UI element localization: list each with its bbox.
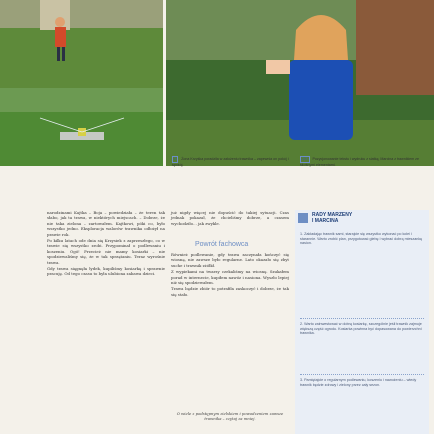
paragraph: Gdy trawa sięgnęła łydek, kupiliśmy kosiarkę i sprawnie pracuję. Od tego czasu to była ulubiona zabawa dzieci. [47,266,165,277]
section-subheading: Powrót fachowca [195,241,249,248]
photo-sprinkler [0,88,163,166]
paragraph: Po kilku latach ode dnia się Krzysiek z zaprzeszłego, co w trawie się wszystko zrobi. Przypominał o podlewaniu i koszeniu. Ogó! Przecież nie mamy kosiarki – nie spodziewaliśmy się, że w tak sprzątaniu. Teraz wyrośnie trawa. [47,238,165,265]
sidebar-title-line-1: RADY MARZENY [312,212,353,218]
tip-divider [300,318,424,319]
caption-number: 2|3 [302,156,308,161]
sidebar-title [312,213,352,224]
paragraph: już nigdy więcej nie dopuścić do takiej sytuacji. Czas jednak pokazał, że chcieliśmy dobrze, a czasem wychodziło… jak zwykle. [171,210,289,226]
caption-text: Żona Krzyśka poradziła w założeniu trawnika – zapewnia on pokój i spokój. [172,157,289,167]
caption-photo-2-3 [300,156,428,167]
tip-2: 2. Warto zainwestować w dobrą kosiarkę, szczególnie jeśli trawnik zajmuje większą część ogrodu. Kosiarka powinna być dopasowana do powierzchni trawnika. [300,322,422,336]
pull-quote: O wiele z podstępnym zielskiem i powodzeniem zawsze trawnika – czytaj za mniej. [176,411,284,421]
paragraph: Z wypiekami na twarzy czekaliśmy na wiosnę. Szukałem porad w internecie, kupiłem nawóz i nasiona. Wyszło lepiej niż się spodziewałem. [171,269,289,286]
sidebar-accent-bar [298,213,308,223]
tip-3: 3. Pamiętajcie o regularnym podlewaniu, koszeniu i nawożeniu – wtedy trawnik będzie zdrowy i zielony przez cały sezon. [300,378,417,387]
caption-text: Pozycjonowanie tekstu i wydruku z siatką; Marcina z trawnikiem ze skośnymi elementami. [300,157,419,167]
article-column-2-continued [171,252,289,298]
paragraph: Również podlewanie, gdy trawa zaczynała kończyć się wiosną, nie zawsze było regularne. Lato okazało się zbyt suche i trawnik zżółkł. [171,252,289,268]
tip-divider [300,374,424,375]
sidebar-title-line-2: I MARCINA [312,217,339,224]
paragraph: Trawa będzie zbiór to potrafiła zaskoczyć i dobrze, że tak się stało. [171,286,289,297]
photo-child-lawn [0,0,163,88]
caption-photo-1 [172,156,290,167]
caption-number: 1 [174,156,177,161]
paragraph: narodzinami Kajtka – Boja – powiedziała – że teren tak słabo, jak ta trawa, w niektórych miejscach. – Dobrze, że nie taka zielona – zartowałem. Kajtkowi, póki co, było wszystko jedno. Eksploracja walorów trawnika odłożył na prawie rok. [47,210,165,237]
article-column-1 [47,210,165,278]
photo-woman-in-garden [166,0,434,166]
tip-1: 1. Zakładając trawnik sami, starajcie się wszystko wykonać po kolei i starannie. Warto zrobić plan, przygotować glebę i wybrać dobrą mieszankę nasion. [300,232,423,246]
article-column-2 [171,210,289,227]
